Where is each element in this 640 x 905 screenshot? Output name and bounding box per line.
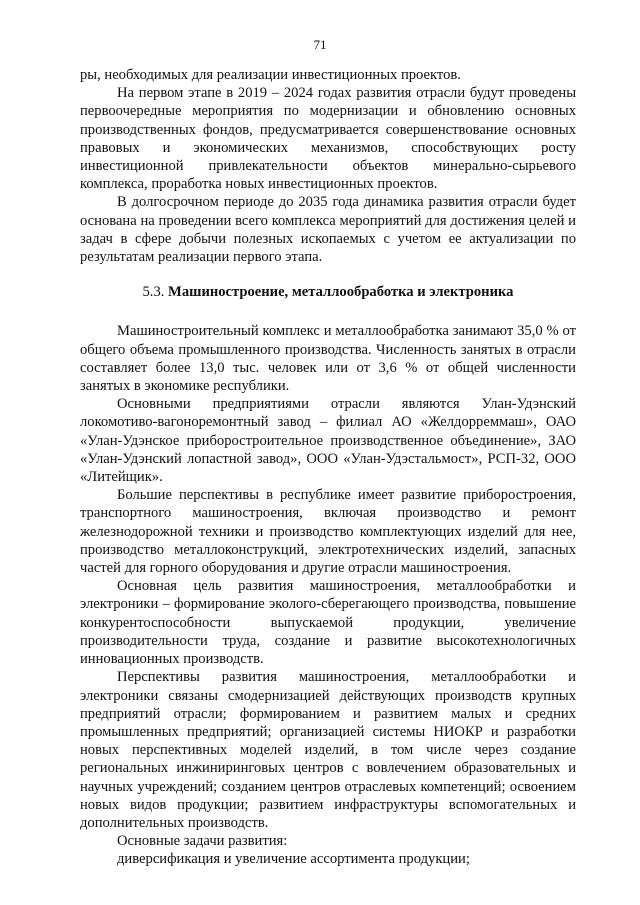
page-content (80, 66, 576, 869)
page-number: 71 (313, 37, 327, 52)
paragraph: Машиностроительный комплекс и металлообработка занимают 35,0 % от общего объема промышленного производства. Численность занятых в отрасли составляет более 13,0 тыс. человек или от 3,6 % от общей численности занятых в экономике республики. (80, 323, 576, 395)
section-title: Машиностроение, металлообработка и электроника (168, 284, 514, 301)
paragraph-continuation: ры, необходимых для реализации инвестиционных проектов. (80, 67, 461, 83)
section-number: 5.3. (142, 284, 165, 301)
paragraph: Перспективы развития машиностроения, металлообработки и электроники связаны смодернизацией действующих производств крупных предприятий отрасли; формированием и развитием малых и средних промышленных предприятий; организацией системы НИОКР и разработки новых перспективных моделей изделий, в том числе через создание региональных инжиниринговых центров с вовлечением образовательных и научных учреждений; созданием центров отраслевых компетенций; освоением новых видов продукции; развитием инфраструктуры вспомогательных и дополнительных производств. (80, 669, 576, 831)
paragraph: Основные задачи развития: (117, 833, 288, 850)
paragraph: На первом этапе в 2019 – 2024 годах развития отрасли будут проведены первоочередные мероприятия по модернизации и обновлению основных производственных фондов, предусматривается совершенствование основных правовых и экономических механизмов, способствующих росту инвестиционной привлекательности объектов минерально-сырьевого комплекса, проработка новых инвестиционных проектов. (80, 85, 576, 193)
paragraph: Основными предприятиями отрасли являются Улан-Удэнский локомотиво-вагоноремонтный завод – филиал АО «Желдорреммаш», ОАО «Улан-Удэнское приборостроительное производственное объединение», ЗАО «Улан-Удэнский лопастной завод», ООО «Улан-Удэстальмост», РСП-32, ООО «Литейщик». (80, 396, 576, 486)
paragraph: В долгосрочном периоде до 2035 года динамика развития отрасли будет основана на проведении всего комплекса мероприятий для достижения целей и задач в сфере добычи полезных ископаемых с учетом ее актуализации по результатам реализации первого этапа. (80, 194, 576, 266)
list-item: диверсификация и увеличение ассортимента продукции; (117, 851, 470, 868)
paragraph: Большие перспективы в республике имеет развитие приборостроения, транспортного машиностроения, включая производство и ремонт железнодорожной техники и производство комплектующих изделий для нее, производство металлоконструкций, электротехнических изделий, запасных частей для горного оборудования и другие отрасли машиностроения. (80, 487, 576, 577)
section-heading (80, 283, 576, 301)
paragraph: Основная цель развития машиностроения, металлообработки и электроники – формирование эколого-сберегающего производства, повышение конкурентоспособности выпускаемой продукции, увеличение производительности труда, создание и развитие высокотехнологичных инновационных производств. (80, 578, 576, 668)
